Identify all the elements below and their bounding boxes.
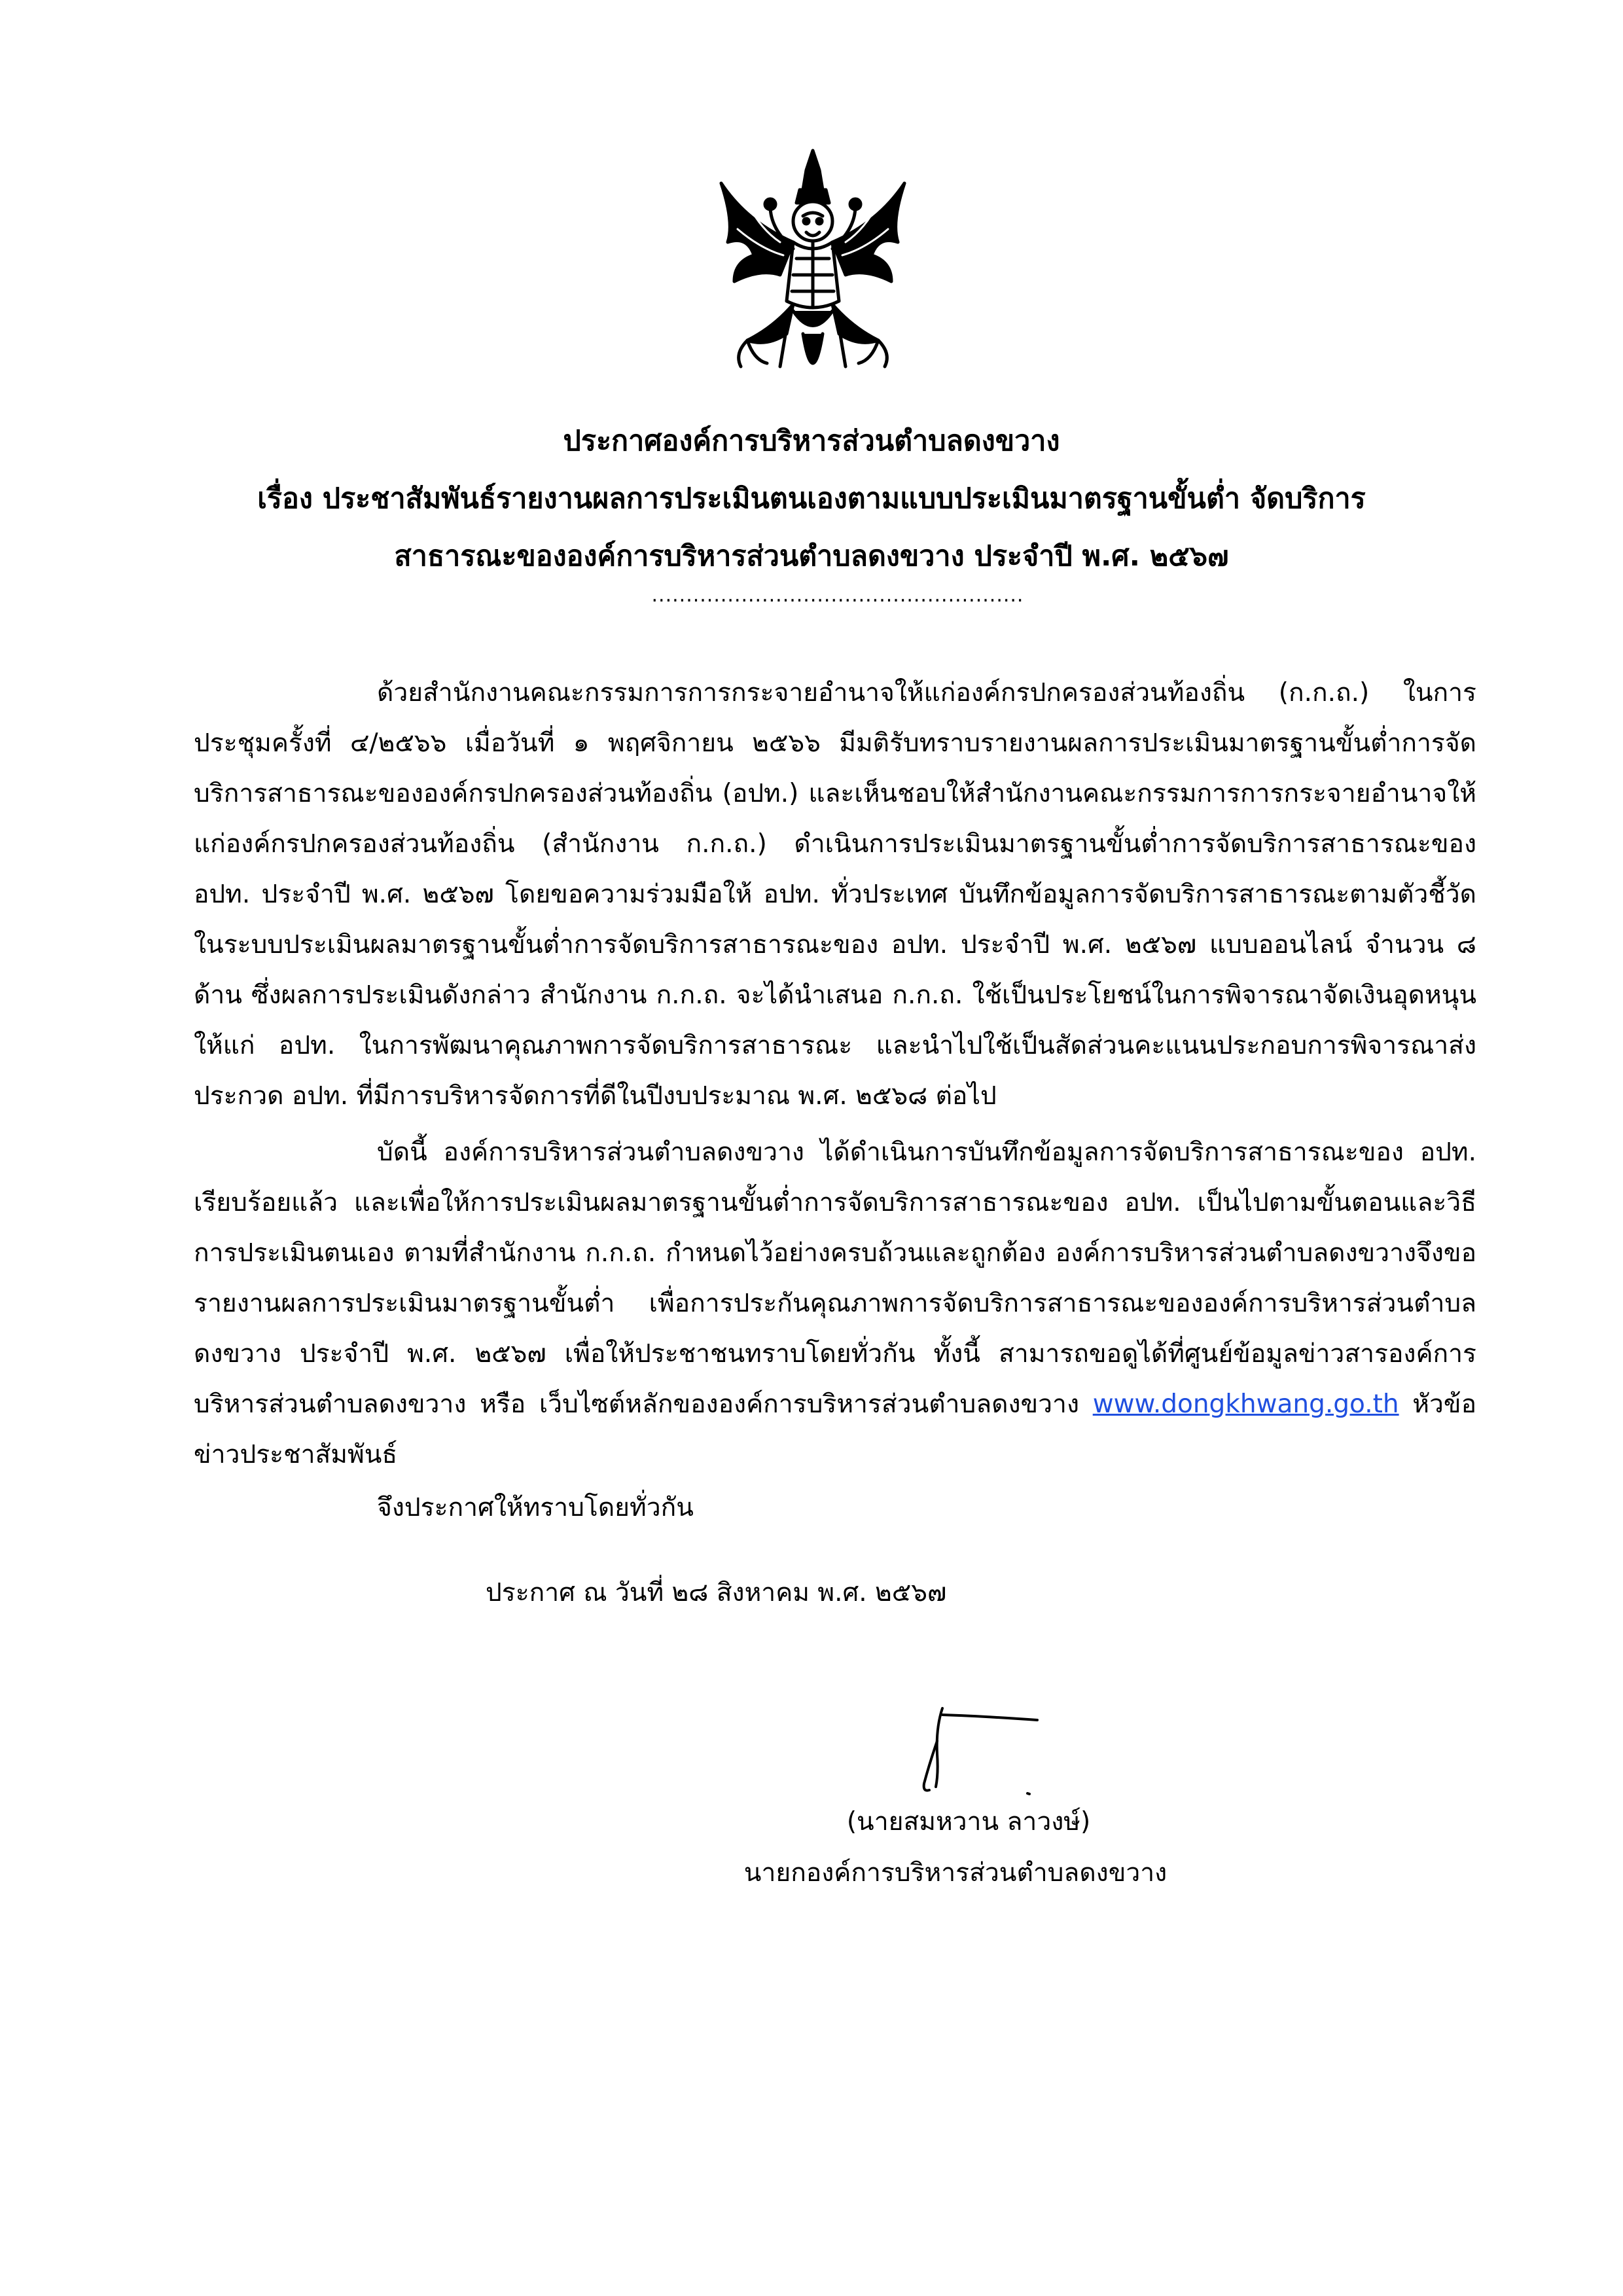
body-paragraph-1: ด้วยสำนักงานคณะกรรมการการกระจายอำนาจให้แก่องค์กรปกครองส่วนท้องถิ่น (ก.ก.ถ.) ในการประชุมครั้งที่ ๔/๒๕๖๖ เมื่อวันที่ ๑ พฤศจิกายน ๒๕๖๖ มีมติรับทราบรายงานผลการประเมินมาตรฐานขั้นต่ำการจัดบริการสาธารณะขององค์กรปกครองส่วนท้องถิ่น (อปท.) และเห็นชอบให้สำนักงานคณะกรรมการการกระจายอำนาจให้แก่องค์กรปกครองส่วนท้องถิ่น (สำนักงาน ก.ก.ถ.) ดำเนินการประเมินมาตรฐานขั้นต่ำการจัดบริการสาธารณะของ อปท. ประจำปี พ.ศ. ๒๕๖๗ โดยขอความร่วมมือให้ อปท. ทั่วประเทศ บันทึกข้อมูลการจัดบริการสาธารณะตามตัวชี้วัดในระบบประเมินผลมาตรฐานขั้นต่ำการจัดบริการสาธารณะของ อปท. ประจำปี พ.ศ. ๒๕๖๗ แบบออนไลน์ จำนวน ๘ ด้าน ซึ่งผลการประเมินดังกล่าว สำนักงาน ก.ก.ถ. จะได้นำเสนอ ก.ก.ถ. ใช้เป็นประโยชน์ในการพิจารณาจัดเงินอุดหนุนให้แก่ อปท. ในการพัฒนาคุณภาพการจัดบริการสาธารณะ และนำไปใช้เป็นสัดส่วนคะแนนประกอบการพิจารณาส่งประกวด อปท. ที่มีการบริหารจัดการที่ดีในปีงบประมาณ พ.ศ. ๒๕๖๘ ต่อไป [194,678,1476,1111]
website-link[interactable]: www.dongkhwang.go.th [1092,1390,1399,1419]
body-paragraph-2-tail: หัวข้อข่าวประชาสัมพันธ์ [194,1390,1477,1469]
signatory-position: นายกองค์การบริหารส่วนตำบลดงขวาง [743,1858,1168,1888]
garuda-emblem-icon [708,144,918,399]
body-paragraph-2-text: บัดนี้ องค์การบริหารส่วนตำบลดงขวาง ได้ดำเนินการบันทึกข้อมูลการจัดบริการสาธารณะของ อปท. เรียบร้อยแล้ว และเพื่อให้การประเมินผลมาตรฐานขั้นต่ำการจัดบริการสาธารณะของ อปท. เป็นไปตามขั้นตอนและวิธีการประเมินตนเอง ตามที่สำนักงาน ก.ก.ถ. กำหนดไว้อย่างครบถ้วนและถูกต้อง องค์การบริหารส่วนตำบลดงขวางจึงขอรายงานผลการประเมินมาตรฐานขั้นต่ำ เพื่อการประกันคุณภาพการจัดบริการสาธารณะขององค์การบริหารส่วนตำบลดงขวาง ประจำปี พ.ศ. ๒๕๖๗ เพื่อให้ประชาชนทราบโดยทั่วกัน ทั้งนี้ สามารถขอดูได้ที่ศูนย์ข้อมูลข่าวสารองค์การบริหารส่วนตำบลดงขวาง หรือ เว็บไซต์หลักขององค์การบริหารส่วนตำบลดงขวาง [194,1138,1476,1419]
closing-statement: จึงประกาศให้ทราบโดยทั่วกัน [377,1493,694,1522]
announcement-title: ประกาศองค์การบริหารส่วนตำบลดงขวาง [563,425,1060,457]
title-separator: ...................................................... [651,584,1024,607]
announcement-date: ประกาศ ณ วันที่ ๒๘ สิงหาคม พ.ศ. ๒๕๖๗ [486,1578,947,1607]
body-paragraph-2 [194,1127,1476,1480]
announcement-subject-line2: สาธารณะขององค์การบริหารส่วนตำบลดงขวาง ประจำปี พ.ศ. ๒๕๖๗ [394,540,1229,573]
announcement-subject-line1: เรื่อง ประชาสัมพันธ์รายงานผลการประเมินตนเองตามแบบประเมินมาตรฐานขั้นต่ำ จัดบริการ [257,482,1366,515]
signatory-name: (นายสมหวาน ลาวงษ์) [846,1807,1091,1837]
handwritten-signature [897,1702,1047,1800]
